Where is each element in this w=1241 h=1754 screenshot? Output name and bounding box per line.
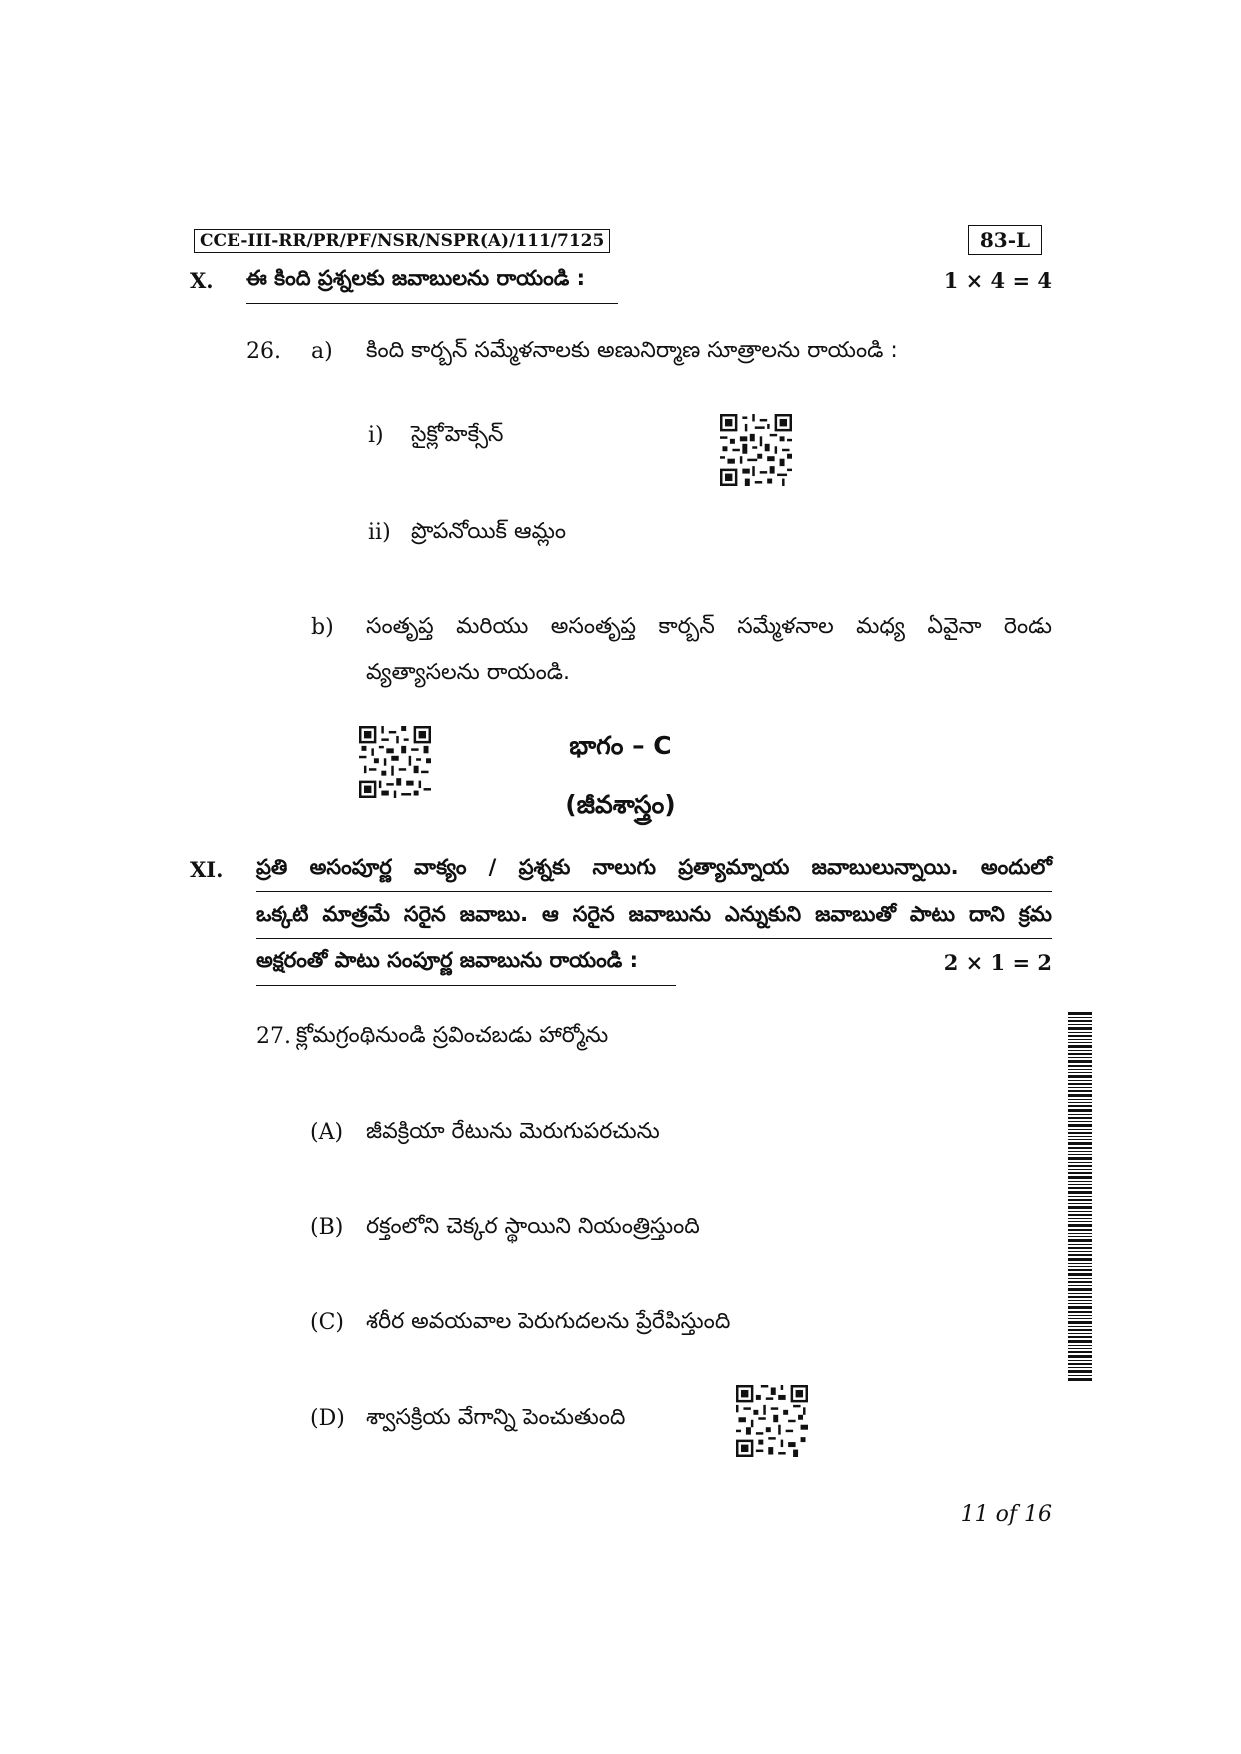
section-xi-line3: అక్షరంతో పాటు సంపూర్ణ జవాబును రాయండి : [256, 948, 639, 972]
q26-ii-text: ప్రొపనోయిక్ ఆమ్లం [411, 519, 567, 544]
q27-number: 27. [256, 1024, 291, 1049]
section-xi-underline-1 [256, 891, 1052, 892]
q26-b-line2: వ్యత్యాసలను రాయండి. [366, 660, 571, 685]
q27-option-a-label: (A) [310, 1120, 344, 1145]
q26-ii-label: ii) [368, 520, 391, 545]
section-xi-number: XI. [190, 857, 224, 882]
section-x-number: X. [190, 268, 214, 293]
q26-b-label: b) [311, 615, 334, 640]
part-subtitle: (జీవశాస్త్రం) [565, 790, 676, 819]
q27-option-b-label: (B) [310, 1215, 344, 1240]
q27-option-c-text: శరీర అవయవాల పెరుగుదలను ప్రేరేపిస్తుంది [366, 1309, 731, 1334]
page-number: 11 of 16 [960, 1502, 1052, 1527]
section-xi-line1: ప్రతి అసంపూర్ణ వాక్యం / ప్రశ్నకు నాలుగు ప్రత్యామ్నాయ జవాబులున్నాయి. అందులో [256, 855, 1052, 879]
section-xi-underline-3 [256, 985, 676, 986]
paper-code: CCE-III-RR/PR/PF/NSR/NSPR(A)/111/7125 [194, 229, 610, 253]
q26-a-label: a) [311, 339, 333, 364]
q27-option-a-text: జీవక్రియా రేటును మెరుగుపరచును [366, 1119, 660, 1144]
qr-code-icon [720, 414, 792, 486]
q26-i-text: సైక్లోహెక్సేన్ [411, 422, 504, 447]
q26-b-line1: సంతృప్త మరియు అసంతృప్త కార్బన్ సమ్మేళనాల మధ్య ఏవైనా రెండు [366, 614, 1052, 639]
q27-option-b-text: రక్తంలోని చెక్కర స్థాయిని నియంత్రిస్తుంది [366, 1214, 700, 1239]
section-xi-line2: ఒక్కటి మాత్రమే సరైన జవాబు. ఆ సరైన జవాబును ఎన్నుకుని జవాబుతో పాటు దాని క్రమ [256, 902, 1052, 926]
q27-option-d-text: శ్వాసక్రియ వేగాన్ని పెంచుతుంది [366, 1405, 626, 1430]
section-x-marks: 1 × 4 = 4 [943, 268, 1052, 293]
qr-code-icon [736, 1385, 808, 1457]
barcode-icon [1068, 1012, 1092, 1382]
q26-a-text: కింది కార్బన్ సమ్మేళనాలకు అణునిర్మాణ సూత్రాలను రాయండి : [366, 338, 898, 363]
section-xi-marks: 2 × 1 = 2 [943, 950, 1052, 975]
section-x-instruction: ఈ కింది ప్రశ్నలకు జవాబులను రాయండి : [246, 266, 586, 290]
page-code-box: 83-L [968, 225, 1042, 255]
part-title: భాగం – C [569, 731, 672, 760]
q27-option-d-label: (D) [310, 1406, 345, 1431]
section-x-underline [246, 303, 618, 304]
q27-option-c-label: (C) [310, 1310, 344, 1335]
section-xi-underline-2 [256, 938, 1052, 939]
q26-i-label: i) [368, 423, 384, 448]
q27-text: క్లోమగ్రంథినుండి స్రవించబడు హార్మోను [296, 1023, 609, 1048]
q26-number: 26. [246, 339, 281, 364]
